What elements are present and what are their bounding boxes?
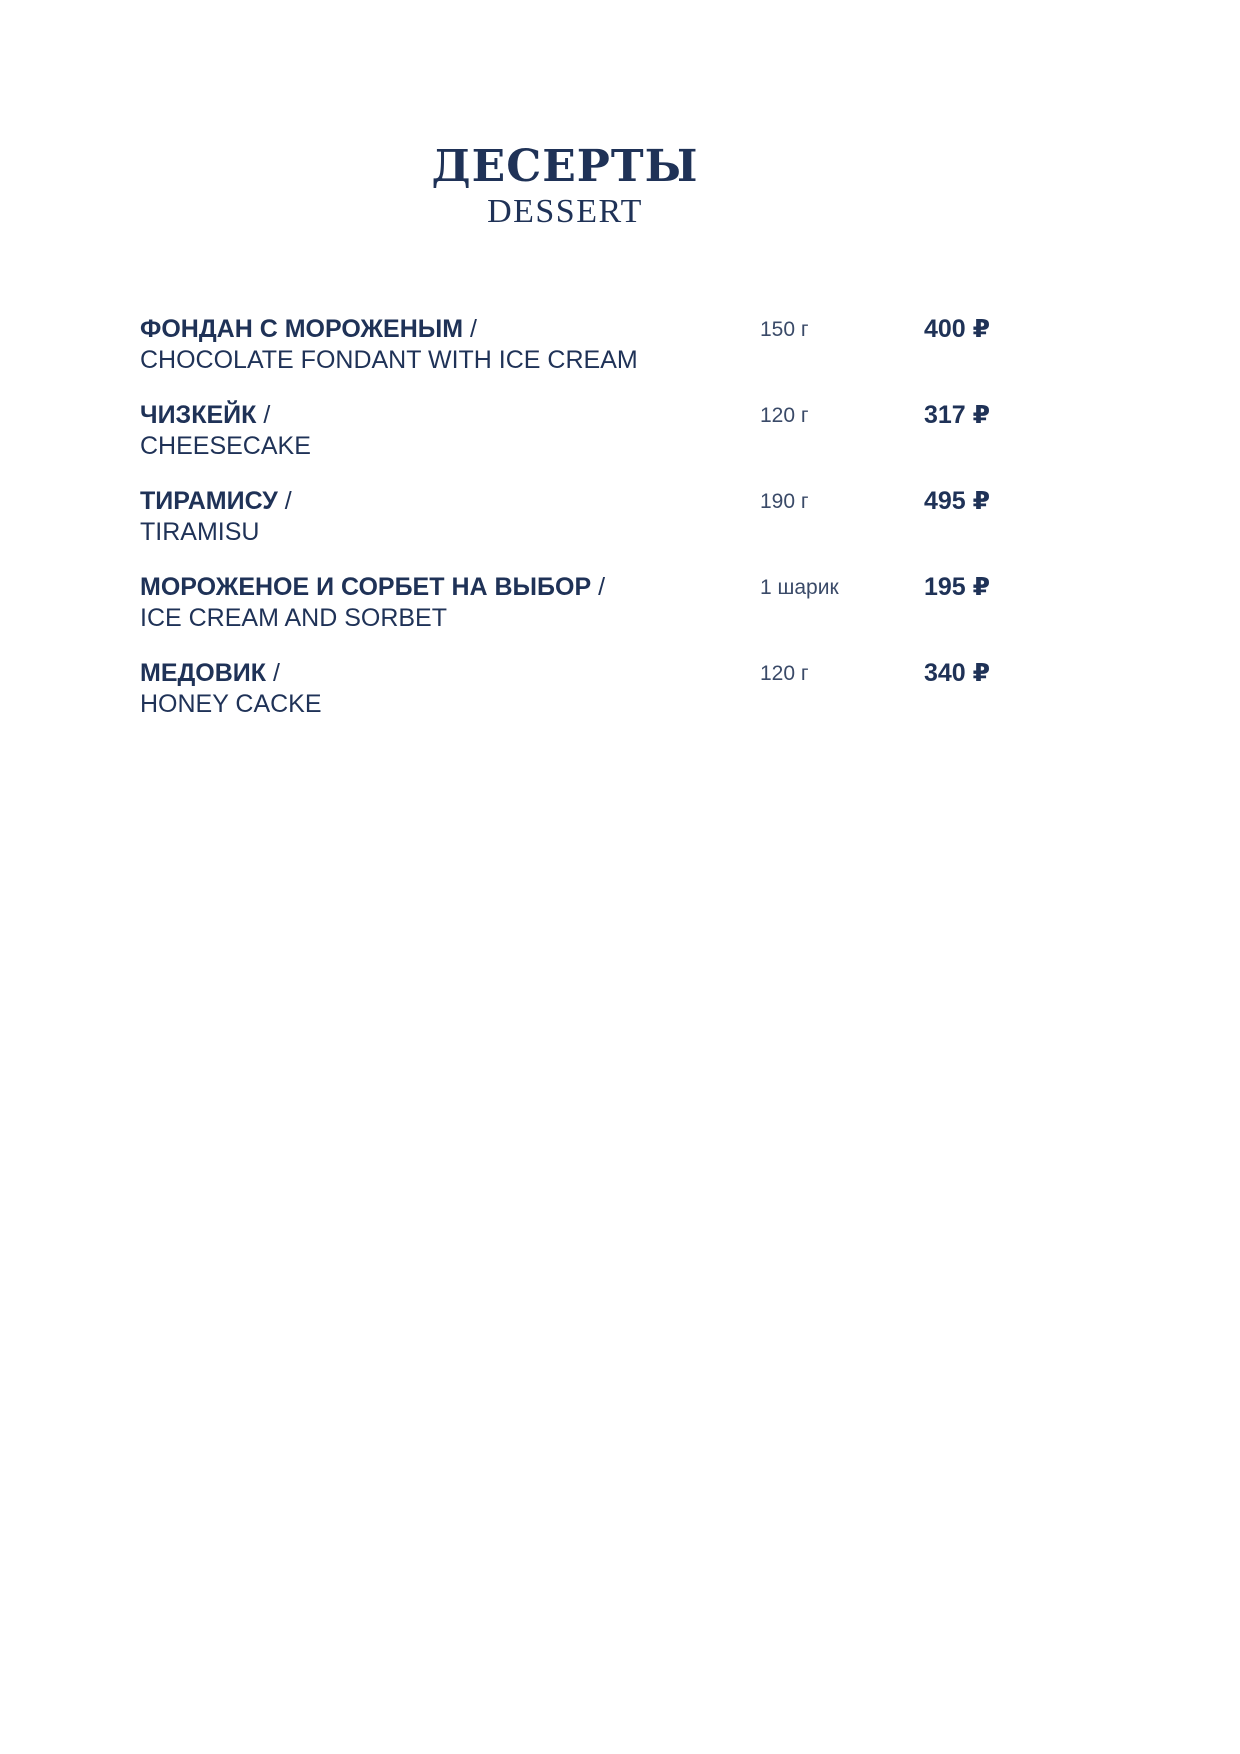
item-weight: 120 г (760, 404, 809, 427)
item-name-ru: ТИРАМИСУ / (140, 487, 292, 515)
menu-item (140, 314, 990, 400)
item-name-en: ICE CREAM AND SORBET (140, 604, 447, 632)
item-price: 340 ₽ (923, 659, 990, 687)
item-name-en: CHEESECAKE (140, 432, 311, 460)
name-separator: / (263, 401, 271, 429)
section-title-ru: ДЕСЕРТЫ (431, 141, 699, 192)
item-name-en: CHOCOLATE FONDANT WITH ICE CREAM (140, 346, 638, 374)
item-name-ru: ФОНДАН С МОРОЖЕНЫМ / (140, 315, 477, 343)
item-weight: 120 г (760, 662, 809, 685)
item-name-ru: МЕДОВИК / (140, 659, 280, 687)
item-name-ru: МОРОЖЕНОЕ И СОРБЕТ НА ВЫБОР / (140, 573, 606, 601)
menu-header (0, 142, 1130, 232)
item-price: 317 ₽ (923, 401, 990, 429)
item-weight: 190 г (760, 490, 809, 513)
item-price: 195 ₽ (923, 573, 990, 601)
menu-item (140, 400, 990, 486)
dessert-menu-list (140, 314, 990, 744)
item-name-ru: ЧИЗКЕЙК / (140, 401, 271, 429)
name-separator: / (470, 315, 477, 343)
item-name-en: TIRAMISU (140, 518, 260, 546)
item-weight: 1 шарик (760, 576, 839, 599)
item-price: 495 ₽ (923, 487, 990, 515)
item-price: 400 ₽ (923, 315, 990, 343)
menu-item (140, 658, 990, 744)
menu-item (140, 486, 990, 572)
name-separator: / (273, 659, 280, 687)
item-name-en: HONEY CACKE (140, 690, 322, 718)
name-separator: / (284, 487, 292, 515)
item-weight: 150 г (760, 318, 809, 341)
menu-item (140, 572, 990, 658)
section-title-en: DESSERT (487, 193, 643, 230)
name-separator: / (598, 573, 606, 601)
